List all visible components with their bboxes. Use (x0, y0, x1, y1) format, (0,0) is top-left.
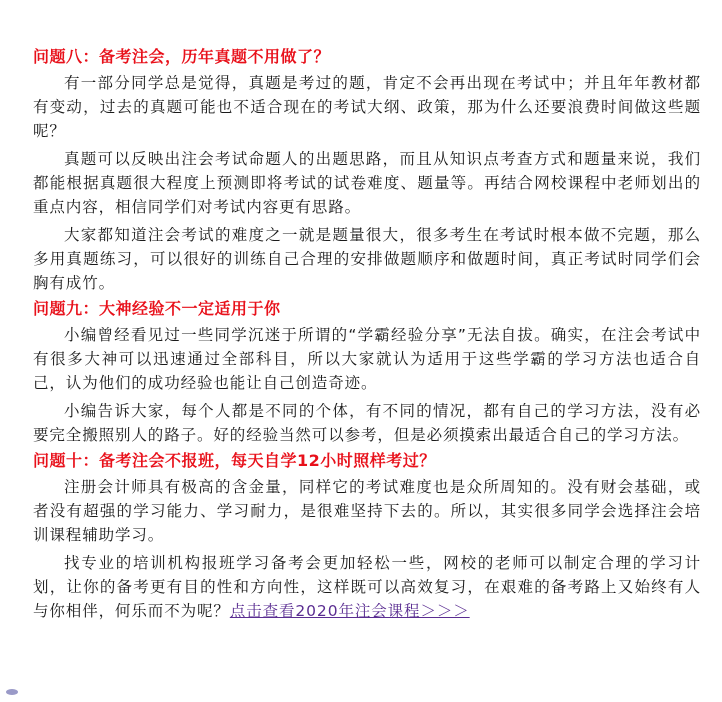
heading-question-9: 问题九：大神经验不一定适用于你 (33, 299, 281, 318)
paragraph: 大家都知道注会考试的难度之一就是题量很大，很多考生在考试时根本做不完题，那么多用真题练习，可以很好的训练自己合理的安排做题顺序和做题时间，真正考试时同学们会胸有成竹。 (33, 226, 701, 292)
paragraph-with-link (33, 551, 701, 623)
heading-question-10: 问题十：备考注会不报班，每天自学12小时照样考过？ (33, 451, 436, 470)
course-link[interactable]: 点击查看2020年注会课程＞＞＞ (229, 602, 470, 620)
paragraph: 小编告诉大家，每个人都是不同的个体，有不同的情况，都有自己的学习方法，没有必要完全搬照别人的路子。好的经验当然可以参考，但是必须摸索出最适合自己的学习方法。 (33, 402, 701, 444)
paragraph: 有一部分同学总是觉得，真题是考过的题，肯定不会再出现在考试中；并且年年教材都有变动，过去的真题可能也不适合现在的考试大纲、政策，那为什么还要浪费时间做这些题呢？ (33, 74, 701, 140)
article-body (33, 45, 701, 627)
paragraph: 注册会计师具有极高的含金量，同样它的考试难度也是众所周知的。没有财会基础，或者没有超强的学习能力、学习耐力，是很难坚持下去的。所以，其实很多同学会选择注会培训课程辅助学习。 (33, 478, 701, 544)
paragraph: 真题可以反映出注会考试命题人的出题思路，而且从知识点考查方式和题量来说，我们都能根据真题很大程度上预测即将考试的试卷难度、题量等。再结合网校课程中老师划出的重点内容，相信同学们对考试内容更有思路。 (33, 150, 701, 216)
paragraph: 小编曾经看见过一些同学沉迷于所谓的“学霸经验分享”无法自拔。确实，在注会考试中有很多大神可以迅速通过全部科目，所以大家就认为适用于这些学霸的学习方法也适合自己，认为他们的成功经验也能让自己创造奇迹。 (33, 326, 701, 392)
heading-question-8: 问题八：备考注会，历年真题不用做了？ (33, 47, 331, 66)
bullet-dot-icon (6, 689, 18, 695)
paragraph-text: 找专业的培训机构报班学习备考会更加轻松一些，网校的老师可以制定合理的学习计划，让你的备考更有目的性和方向性，这样既可以高效复习，在艰难的备考路上又始终有人与你相伴，何乐而不为呢？ (33, 554, 701, 620)
